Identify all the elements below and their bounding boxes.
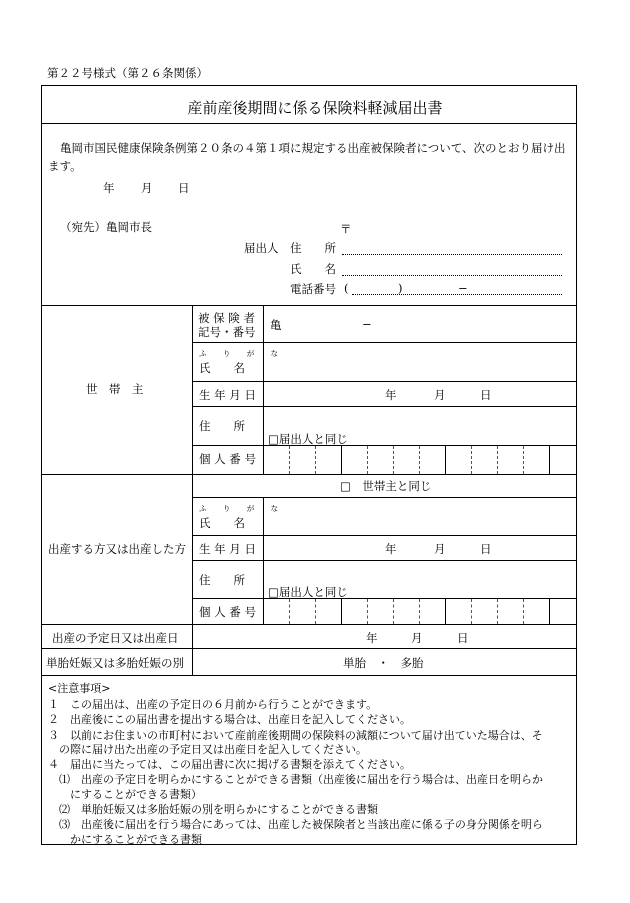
hh-insured-number-field[interactable] bbox=[264, 306, 576, 341]
due-date-year[interactable]: 年 bbox=[366, 631, 378, 645]
hh-birth-day[interactable]: 日 bbox=[480, 388, 492, 402]
hh-insured-dash: − bbox=[362, 317, 372, 331]
hh-birth-label: 生 年 月 日 bbox=[199, 388, 256, 402]
hh-row-line-2 bbox=[192, 381, 577, 382]
title-divider bbox=[41, 123, 577, 124]
date-year[interactable]: 年 bbox=[103, 181, 115, 195]
due-date-month[interactable]: 月 bbox=[411, 631, 423, 645]
addressee: （宛先）亀岡市長 bbox=[60, 220, 152, 234]
bp-address-label: 住 所 bbox=[199, 573, 245, 587]
pregnancy-bottom-line bbox=[41, 675, 577, 676]
bp-row-line-3 bbox=[192, 560, 577, 561]
note-line: ３ 以前にお住まいの市町村において産前産後期間の保険料の減額について届け出ていた場合は、そ bbox=[48, 729, 543, 742]
hh-row-line-3 bbox=[192, 406, 577, 407]
date-day[interactable]: 日 bbox=[178, 181, 190, 195]
form-number: 第２２号様式（第２６条関係） bbox=[47, 66, 208, 80]
notifier-address-label: 住 所 bbox=[290, 241, 336, 255]
pregnancy-type-options[interactable]: 単胎 ・ 多胎 bbox=[343, 656, 424, 670]
bp-birth-month[interactable]: 月 bbox=[434, 542, 446, 556]
bp-bottom-line bbox=[41, 624, 577, 625]
note-line: ４ 届出に当たっては、この届出書に次に掲げる書類を添えてください。 bbox=[48, 758, 411, 771]
notifier-phone-label: 電話番号 bbox=[290, 282, 336, 296]
hh-insured-label-1: 被 保 険 者 bbox=[198, 311, 255, 325]
hh-address-label: 住 所 bbox=[199, 419, 245, 433]
hh-insured-prefix: 亀 bbox=[270, 318, 282, 332]
pregnancy-col-line bbox=[192, 648, 193, 675]
due-date-day[interactable]: 日 bbox=[457, 631, 469, 645]
notifier-address-field[interactable] bbox=[342, 254, 562, 255]
note-line: ⑶ 出産後に届出を行う場合にあっては、出産した被保険者と当該出産に係る子の身分関係を明ら bbox=[48, 818, 543, 831]
phone-open-paren: ( bbox=[344, 281, 349, 295]
bp-birth-day[interactable]: 日 bbox=[480, 542, 492, 556]
bp-individual-number-label: 個 人 番 号 bbox=[199, 605, 256, 619]
notifier-phone-field[interactable] bbox=[352, 294, 562, 295]
same-as-household-checkbox[interactable]: □ 世帯主と同じ bbox=[340, 479, 432, 493]
hh-furigana-label: ふ り が な bbox=[199, 349, 286, 358]
due-date-bottom-line bbox=[41, 648, 577, 649]
bp-row-line-4 bbox=[192, 598, 577, 599]
section-label-col-line bbox=[192, 305, 193, 648]
notifier-name-field[interactable] bbox=[342, 275, 562, 276]
hh-birth-month[interactable]: 月 bbox=[434, 388, 446, 402]
hh-name-label: 氏 名 bbox=[199, 361, 245, 375]
form-title: 産前産後期間に係る保険料軽減届出書 bbox=[187, 99, 443, 117]
intro-line-1: 亀岡市国民健康保険条例第２０条の４第１項に規定する出産被保険者について、次のとおり届け出 bbox=[60, 141, 566, 155]
bp-furigana-label: ふ り が な bbox=[199, 504, 286, 513]
note-line: ⑵ 単胎妊娠又は多胎妊娠の別を明らかにすることができる書類 bbox=[48, 803, 378, 816]
hh-birth-year[interactable]: 年 bbox=[385, 388, 397, 402]
notes-heading: <注意事項> bbox=[48, 682, 111, 695]
date-month[interactable]: 月 bbox=[141, 181, 153, 195]
bp-birth-label: 生 年 月 日 bbox=[199, 542, 256, 556]
phone-dash: − bbox=[458, 281, 468, 295]
bp-name-field[interactable] bbox=[264, 498, 576, 534]
note-line: １ この届出は、出産の予定日の６月前から行うことができます。 bbox=[48, 698, 378, 711]
hh-insured-label-2: 記号・番号 bbox=[198, 325, 256, 339]
due-date-label: 出産の予定日又は出産日 bbox=[52, 631, 179, 645]
hh-bottom-line bbox=[41, 474, 577, 475]
bp-row-line-2 bbox=[192, 535, 577, 536]
phone-close-paren: ) bbox=[398, 281, 403, 295]
intro-line-2: ます。 bbox=[48, 159, 82, 173]
hh-same-as-notifier-checkbox[interactable]: □届出人と同じ bbox=[268, 432, 348, 446]
note-line: ⑴ 出産の予定日を明らかにすることができる書類（出産後に届出を行う場合は、出産日を明らか bbox=[48, 773, 543, 786]
birth-person-section-label: 出産する方又は出産した方 bbox=[48, 542, 186, 556]
hh-name-field[interactable] bbox=[264, 343, 576, 380]
pregnancy-type-label: 単胎妊娠又は多胎妊娠の別 bbox=[46, 656, 184, 670]
bp-same-as-notifier-checkbox[interactable]: □届出人と同じ bbox=[268, 585, 348, 599]
note-line: にすることができる書類） bbox=[48, 788, 202, 801]
bp-birth-year[interactable]: 年 bbox=[385, 542, 397, 556]
hh-row-line-4 bbox=[192, 445, 577, 446]
note-line: の際に届け出た出産の予定日又は出産日を記入してください。 bbox=[48, 743, 367, 756]
note-line: かにすることができる書類 bbox=[48, 833, 202, 846]
bp-name-label: 氏 名 bbox=[199, 516, 245, 530]
household-section-label: 世 帯 主 bbox=[86, 382, 144, 396]
note-line: ２ 出産後にこの届出書を提出する場合は、出産日を記入してください。 bbox=[48, 713, 411, 726]
postal-mark: 〒 bbox=[340, 222, 352, 236]
hh-individual-number-label: 個 人 番 号 bbox=[199, 452, 256, 466]
notifier-name-label: 氏 名 bbox=[290, 262, 336, 276]
notifier-label: 届出人 bbox=[244, 241, 279, 255]
